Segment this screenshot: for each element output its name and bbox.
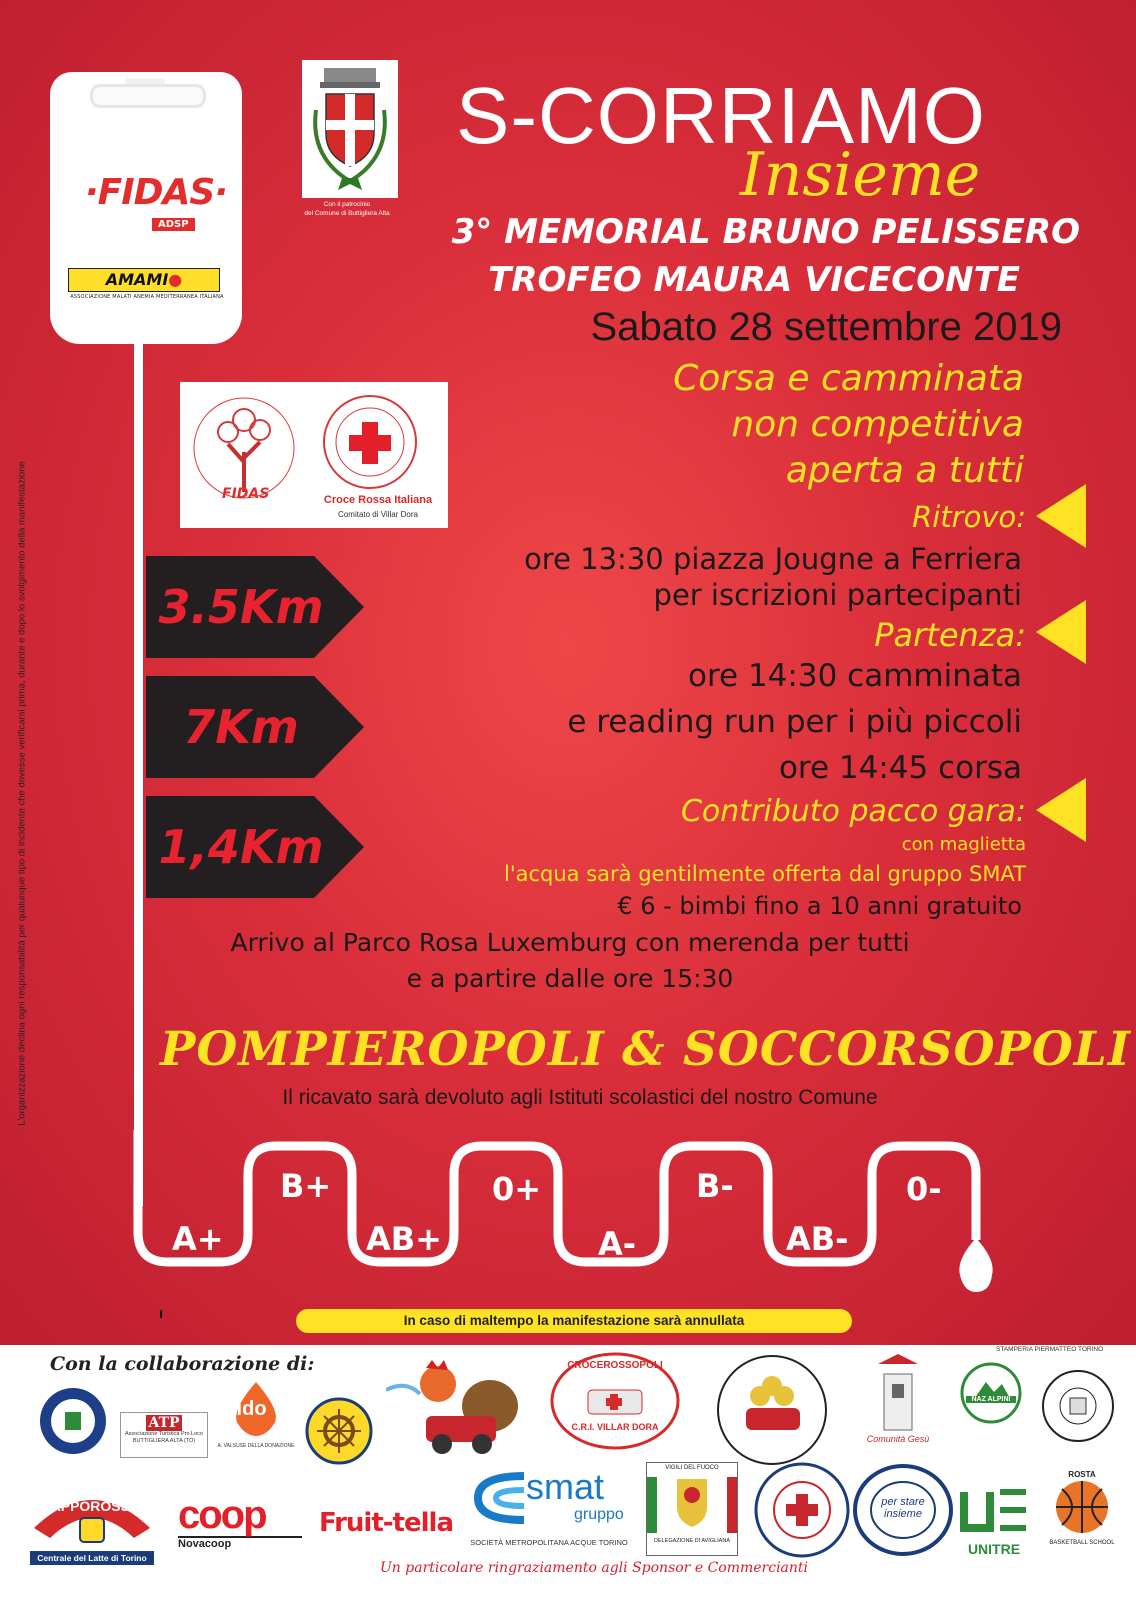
cri-sub: Comitato di Villar Dora — [338, 510, 418, 519]
arrivo-line-1: Arrivo al Parco Rosa Luxemburg con merenda per tutti — [230, 928, 910, 957]
sponsor-bacciglia — [1040, 1368, 1116, 1444]
corsa-line-1: Corsa e camminata — [673, 358, 1024, 399]
sponsor-coop — [178, 1494, 302, 1554]
cri-name: Croce Rossa Italiana — [323, 494, 433, 506]
tapporosso-caption: Centrale del Latte di Torino — [30, 1551, 154, 1565]
ricavato-note: Il ricavato sarà devoluto agli Istituti scolastici del nostro Comune — [282, 1086, 878, 1109]
smat-wave-icon — [468, 1468, 528, 1528]
sponsor-firefighter-mascot — [386, 1350, 526, 1458]
blood-type-0-minus: 0- — [906, 1170, 942, 1208]
fidas-small-label: FIDAS — [222, 486, 270, 502]
distance-7km: 7Km — [183, 700, 299, 754]
corsa-line-2: non competitiva — [731, 404, 1024, 445]
smat-caption: SOCIETÀ METROPOLITANA ACQUE TORINO — [470, 1538, 628, 1547]
blood-type-0-plus: 0+ — [492, 1170, 542, 1208]
blood-type-b-plus: B+ — [280, 1167, 332, 1205]
blood-bag — [50, 72, 242, 344]
coop-logo: coop — [178, 1493, 266, 1537]
contributo-label: Contributo pacco gara: — [680, 794, 1026, 829]
sponsor-tapporosso — [30, 1484, 154, 1568]
blood-type-a-plus: A+ — [172, 1220, 224, 1258]
blood-type-b-minus: B- — [696, 1167, 734, 1205]
distance-1-4km: 1,4Km — [158, 820, 324, 874]
comunita-label: Comunità Gesù — [866, 1434, 930, 1444]
amami-logo: AMAMI● — [68, 268, 220, 292]
contributo-prezzo: € 6 - bimbi fino a 10 anni gratuito — [617, 892, 1022, 920]
ritrovo-line-2: per iscrizioni partecipanti — [653, 578, 1022, 612]
cri-villar-label: C.R.I. VILLAR DORA — [571, 1422, 659, 1432]
atp-logo: ATP — [146, 1415, 182, 1431]
cri-buttigliera-icon — [752, 1460, 852, 1560]
smat-logo: smat — [526, 1466, 605, 1507]
per-stare-label: per stare insieme — [881, 1496, 925, 1520]
tapporosso-label: TAPPOROSSO — [43, 1498, 141, 1514]
distance-3-5km: 3.5Km — [158, 580, 324, 634]
aido-caption: A. VALSUSE DELLA DONAZIONE — [217, 1443, 295, 1449]
coop-caption: Novacoop — [178, 1536, 302, 1550]
sponsor-atp — [120, 1412, 208, 1458]
sponsor-smat — [464, 1464, 634, 1552]
disclaimer-vertical: L'organizzazione declina ogni responsabilità per qualunque tipo di incidente che dovesse verificarsi prima, durante e dopo lo svolgimento della manifestazione — [16, 461, 28, 1126]
amami-caption: ASSOCIAZIONE MALATI ANEMIA MEDITERRANEA ITALIANA — [70, 294, 224, 300]
tick-mark — [160, 1310, 162, 1318]
sponsor-aido — [216, 1378, 296, 1456]
sponsor-fruittella — [318, 1508, 454, 1544]
printer-credit: STAMPERIA PIERMATTEO TORINO — [996, 1346, 1104, 1353]
comune-crest — [302, 60, 398, 198]
partenza-line-1: ore 14:30 camminata — [688, 658, 1022, 694]
basketball-icon — [1050, 1479, 1114, 1535]
fidas-tree-icon — [180, 382, 448, 528]
tapporosso-arc-icon — [30, 1484, 154, 1546]
thanks-note: Un particolare ringraziamento agli Sponsor e Commercianti — [380, 1560, 809, 1576]
event-title: S-CORRIAMO — [456, 71, 986, 160]
blood-type-ab-minus: AB- — [786, 1220, 849, 1258]
ana-label: NAZ ALPINI — [966, 1396, 1016, 1403]
event-subtitle: Insieme — [740, 140, 981, 210]
adsp-badge: ADSP — [152, 218, 195, 231]
vigili-fuoco-badge-icon — [706, 1346, 838, 1466]
event-date: Sabato 28 settembre 2019 — [590, 305, 1062, 349]
ship-wheel-icon — [304, 1396, 374, 1466]
ritrovo-line-1: ore 13:30 piazza Jougne a Ferriera — [524, 542, 1022, 576]
sponsor-carabinieri — [38, 1386, 108, 1456]
ana-alpini-icon — [960, 1362, 1022, 1424]
sponsor-rosta — [1044, 1470, 1120, 1556]
sponsor-cri-buttigliera — [752, 1460, 852, 1560]
aido-label: aido — [225, 1398, 267, 1420]
vigili-shield-icon — [647, 1463, 737, 1533]
contributo-maglietta: con maglietta — [901, 834, 1026, 855]
collaboration-title: Con la collaborazione di: — [50, 1353, 315, 1375]
pompieropoli-title: POMPIEROPOLI & SOCCORSOPOLI — [160, 1022, 1131, 1077]
fidas-cri-logos — [180, 382, 448, 528]
weather-note: In caso di maltempo la manifestazione sarà annullata — [296, 1309, 852, 1333]
vigili-fed-label: VIGILI DEL FUOCO — [665, 1465, 719, 1471]
sponsor-vigili-avigliana — [706, 1346, 838, 1466]
contributo-acqua: l'acqua sarà gentilmente offerta dal gruppo SMAT — [504, 862, 1026, 886]
tube-vertical — [134, 344, 143, 1206]
smat-gruppo: gruppo — [574, 1506, 624, 1523]
bag-handle — [90, 84, 206, 108]
unitre-label: UNITRE — [967, 1541, 1021, 1557]
arrivo-line-2: e a partire dalle ore 15:30 — [406, 964, 734, 993]
vigili-fed-caption: DELEGAZIONE DI AVIGLIANA — [653, 1538, 730, 1544]
sponsor-cb-club — [304, 1396, 374, 1466]
trofeo-title: TROFEO MAURA VICECONTE — [488, 260, 1020, 300]
rosta-caption: BASKETBALL SCHOOL — [1049, 1540, 1115, 1546]
fruittella-logo: Fruit-tella — [319, 1508, 453, 1538]
blood-type-a-minus: A- — [598, 1225, 637, 1263]
sponsor-gruppo-ferriera — [852, 1462, 954, 1558]
partenza-marker — [1036, 600, 1086, 664]
ritrovo-label: Ritrovo: — [912, 500, 1026, 534]
blood-type-ab-plus: AB+ — [366, 1220, 442, 1258]
contributo-marker — [1036, 778, 1086, 842]
corsa-description — [500, 356, 1024, 494]
unitre-icon — [956, 1488, 1032, 1536]
sponsor-comunita — [858, 1354, 938, 1454]
bacciglia-badge-icon — [1040, 1368, 1116, 1444]
sponsor-vigili-federazione — [646, 1462, 738, 1556]
rosta-label: ROSTA — [1068, 1470, 1096, 1479]
sponsor-ana — [960, 1362, 1022, 1432]
firefighter-rooster-icon — [386, 1350, 526, 1458]
carabinieri-badge-icon — [38, 1386, 108, 1456]
patronage-caption: Con il patrocinio del Comune di Buttigliera Alta — [304, 201, 390, 217]
atp-caption: Associazione Turistica Pro Loco BUTTIGLIERA ALTA (TO) — [125, 1431, 203, 1444]
crocerossopoli-label: CROCEROSSOPOLI — [567, 1360, 663, 1371]
fidas-logo: ·FIDAS· — [85, 172, 228, 213]
crest-icon — [302, 60, 398, 198]
sponsor-crocerossopoli — [550, 1352, 680, 1450]
tube-blood-types — [130, 1130, 1010, 1300]
partenza-label: Partenza: — [874, 616, 1026, 654]
corsa-line-3: aperta a tutti — [785, 450, 1024, 491]
partenza-line-3: ore 14:45 corsa — [778, 750, 1022, 786]
partenza-line-2: e reading run per i più piccoli — [567, 704, 1022, 740]
memorial-title: 3° MEMORIAL BRUNO PELISSERO — [451, 212, 1080, 252]
sponsor-unitre — [956, 1488, 1032, 1557]
ritrovo-marker — [1036, 484, 1086, 548]
